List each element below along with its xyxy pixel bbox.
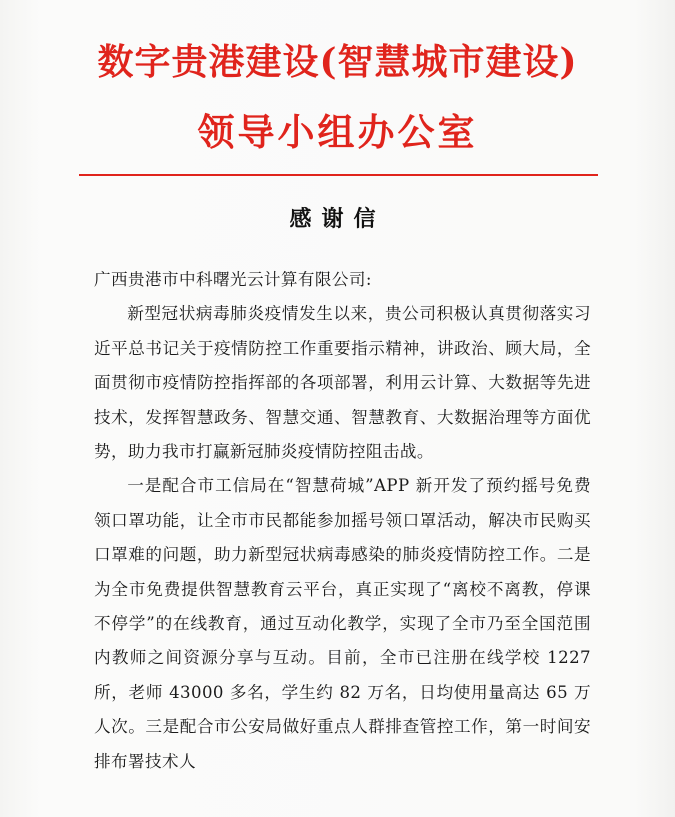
letterhead-title-line1: 数字贵港建设(智慧城市建设) bbox=[97, 41, 578, 83]
letter-paragraph-2: 一是配合市工信局在“智慧荷城”APP 新开发了预约摇号免费领口罩功能，让全市市民都能参加摇号领口罩活动，解决市民购买口罩难的问题，助力新型冠状病毒感染的肺炎疫情防控工作。二是为全市免费提供智慧教育云平台，真正实现了“离校不离教，停课不停学”的在线教育，通过互动化教学，实现了全市乃至全国范围内教师之间资源分享与互动。目前，全市已注册在线学校 1227 所，老师 43000 多名，学生约 82 万名，日均使用量高达 65 万人次。三是配合市公安局做好重点人群排查管控工作，第一时间安排布署技术人 bbox=[94, 476, 591, 771]
letter-title: 感谢信 bbox=[289, 206, 386, 232]
letterhead-red-rule bbox=[79, 174, 598, 176]
letterhead-title-line2: 领导小组办公室 bbox=[197, 110, 478, 154]
letter-paragraph-1: 新型冠状病毒肺炎疫情发生以来，贵公司积极认真贯彻落实习近平总书记关于疫情防控工作重要指示精神，讲政治、顾大局，全面贯彻市疫情防控指挥部的各项部署，利用云计算、大数据等先进技术，发挥智慧政务、智慧交通、智慧教育、大数据治理等方面优势，助力我市打赢新冠肺炎疫情防控阻击战。 bbox=[94, 304, 591, 462]
letter-salutation: 广西贵港市中科曙光云计算有限公司: bbox=[94, 270, 372, 289]
letter-body bbox=[94, 263, 591, 779]
